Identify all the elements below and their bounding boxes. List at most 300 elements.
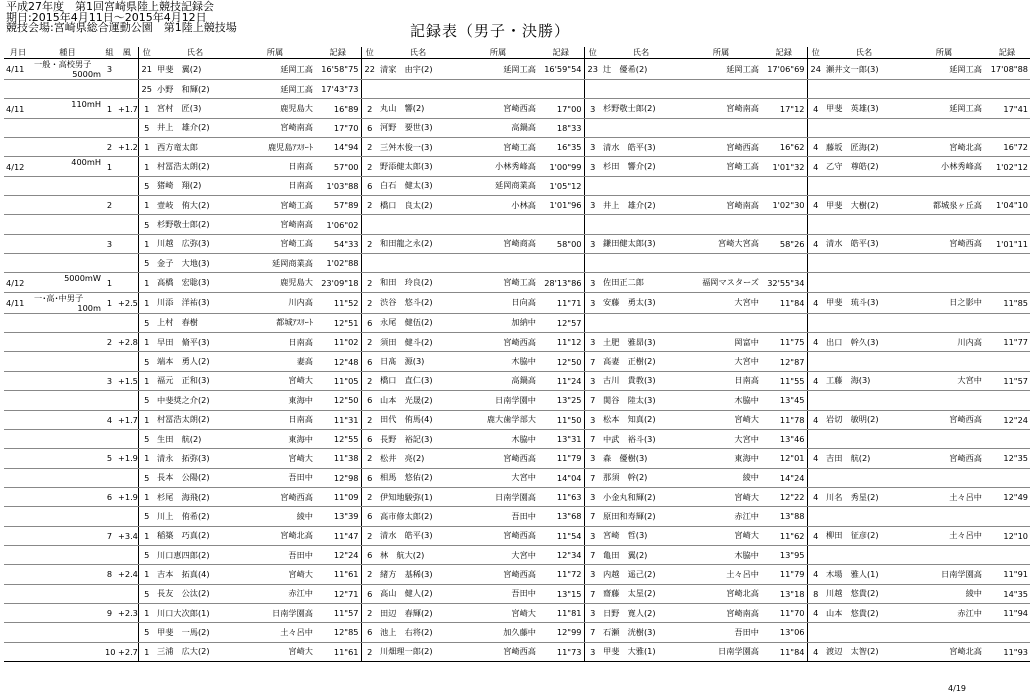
record-cell: 58"26	[761, 234, 807, 253]
affiliation-cell: 日南学園高	[458, 487, 538, 506]
wind-cell	[116, 80, 138, 99]
place-cell	[361, 80, 378, 99]
place-cell: 1	[138, 333, 155, 352]
wind-cell	[116, 118, 138, 137]
place-cell: 1	[138, 292, 155, 313]
place-cell: 2	[361, 273, 378, 292]
heat-cell: 4	[103, 410, 116, 429]
athlete-name-cell: 川口大次郎(1)	[155, 603, 235, 622]
table-row	[4, 157, 1030, 176]
athlete-name-cell	[601, 80, 681, 99]
affiliation-cell: 延岡工高	[681, 59, 761, 80]
athlete-name-cell: 川添 洋祐(3)	[155, 292, 235, 313]
event-cell	[32, 118, 103, 137]
affiliation-cell	[904, 507, 984, 526]
place-cell: 7	[584, 545, 601, 564]
table-row	[4, 623, 1030, 642]
athlete-name-cell: 宮崎 哲(3)	[601, 526, 681, 545]
record-cell: 13"15	[538, 584, 584, 603]
affiliation-cell: 宮崎工高	[235, 196, 315, 215]
athlete-name-cell: 那須 幹(2)	[601, 468, 681, 487]
athlete-name-cell: 宮村 匠(3)	[155, 99, 235, 118]
athlete-name-cell: 井上 雄介(2)	[601, 196, 681, 215]
event-cell	[32, 565, 103, 584]
athlete-name-cell: 松本 知真(2)	[601, 410, 681, 429]
athlete-name-cell: 早田 脩平(3)	[155, 333, 235, 352]
date-cell: 4/12	[4, 157, 32, 176]
place-cell: 5	[138, 429, 155, 448]
record-cell	[984, 215, 1030, 234]
record-cell: 13"39	[315, 507, 361, 526]
event-cell	[32, 584, 103, 603]
affiliation-cell: 鹿児島大	[235, 273, 315, 292]
affiliation-cell: 日向高	[458, 292, 538, 313]
athlete-name-cell	[824, 391, 904, 410]
record-cell: 11"77	[984, 333, 1030, 352]
athlete-name-cell: 内越 遥己(2)	[601, 565, 681, 584]
wind-cell: +2.4	[116, 565, 138, 584]
affiliation-cell: 延岡工高	[904, 59, 984, 80]
wind-cell: +2.5	[116, 292, 138, 313]
place-cell	[807, 254, 824, 273]
athlete-name-cell	[601, 176, 681, 195]
affiliation-cell: 小林秀峰高	[904, 157, 984, 176]
record-cell: 1'04"10	[984, 196, 1030, 215]
record-cell: 13"31	[538, 429, 584, 448]
date-cell	[4, 176, 32, 195]
place-cell	[807, 80, 824, 99]
record-cell: 1'02"12	[984, 157, 1030, 176]
place-cell: 4	[807, 196, 824, 215]
athlete-name-cell	[824, 507, 904, 526]
record-cell	[761, 313, 807, 332]
athlete-name-cell: 中斐奨之介(2)	[155, 391, 235, 410]
athlete-name-cell: 小野 和輝(2)	[155, 80, 235, 99]
affiliation-cell: 宮崎大	[458, 603, 538, 622]
place-cell: 4	[807, 138, 824, 157]
affiliation-cell	[904, 118, 984, 137]
place-cell: 1	[138, 410, 155, 429]
record-cell	[761, 118, 807, 137]
affiliation-cell: 吾田中	[681, 623, 761, 642]
place-cell: 2	[361, 410, 378, 429]
place-cell: 24	[807, 59, 824, 80]
place-cell: 3	[584, 138, 601, 157]
record-cell: 11"62	[761, 526, 807, 545]
heat-cell: 2	[103, 196, 116, 215]
athlete-name-cell: 三浦 広大(2)	[155, 642, 235, 661]
place-cell: 6	[361, 391, 378, 410]
athlete-name-cell: 端本 勇人(2)	[155, 352, 235, 371]
table-row	[4, 449, 1030, 468]
place-cell: 4	[807, 371, 824, 390]
athlete-name-cell: 中武 裕斗(3)	[601, 429, 681, 448]
record-cell: 12"01	[761, 449, 807, 468]
record-cell	[984, 623, 1030, 642]
affiliation-cell: 小林秀峰高	[458, 157, 538, 176]
record-cell: 16"62	[761, 138, 807, 157]
column-header: 所属	[904, 47, 984, 59]
affiliation-cell	[904, 391, 984, 410]
place-cell	[584, 215, 601, 234]
event-cell	[32, 642, 103, 661]
record-cell: 11"50	[538, 410, 584, 429]
record-cell: 13"68	[538, 507, 584, 526]
event-cell	[32, 545, 103, 564]
heat-cell	[103, 584, 116, 603]
affiliation-cell: 日南学園中	[458, 391, 538, 410]
event-cell	[32, 313, 103, 332]
wind-cell	[116, 313, 138, 332]
place-cell: 3	[584, 99, 601, 118]
athlete-name-cell: 須田 健斗(2)	[378, 333, 458, 352]
heat-cell	[103, 176, 116, 195]
table-row	[4, 273, 1030, 292]
athlete-name-cell	[824, 254, 904, 273]
affiliation-cell: 宮崎大	[681, 487, 761, 506]
column-header: 月日	[4, 47, 32, 59]
athlete-name-cell	[824, 215, 904, 234]
column-header: 位	[138, 47, 155, 59]
athlete-name-cell: 原田和寿輝(2)	[601, 507, 681, 526]
event-cell	[32, 487, 103, 506]
column-header: 位	[807, 47, 824, 59]
record-cell: 17"41	[984, 99, 1030, 118]
table-row	[4, 234, 1030, 253]
heat-cell	[103, 352, 116, 371]
athlete-name-cell: 長本 公陽(2)	[155, 468, 235, 487]
record-cell: 11"84	[761, 292, 807, 313]
place-cell	[807, 623, 824, 642]
record-cell: 11"79	[538, 449, 584, 468]
date-cell	[4, 507, 32, 526]
table-row	[4, 642, 1030, 661]
record-cell: 12"71	[315, 584, 361, 603]
place-cell: 5	[138, 215, 155, 234]
event-cell	[32, 138, 103, 157]
record-cell: 13"18	[761, 584, 807, 603]
athlete-name-cell: 村冨浩太朗(2)	[155, 410, 235, 429]
wind-cell: +3.4	[116, 526, 138, 545]
place-cell: 4	[807, 99, 824, 118]
affiliation-cell: 土々呂中	[904, 526, 984, 545]
place-cell	[807, 176, 824, 195]
affiliation-cell: 綾中	[681, 468, 761, 487]
athlete-name-cell: 清水 皓平(3)	[378, 526, 458, 545]
athlete-name-cell: 杉野敬士郎(2)	[155, 215, 235, 234]
record-cell	[761, 215, 807, 234]
place-cell: 2	[361, 333, 378, 352]
affiliation-cell: 吾田中	[235, 545, 315, 564]
place-cell: 4	[807, 333, 824, 352]
affiliation-cell	[681, 176, 761, 195]
record-cell: 16"72	[984, 138, 1030, 157]
date-cell	[4, 487, 32, 506]
record-cell: 11"70	[761, 603, 807, 622]
affiliation-cell: 宮崎大	[235, 371, 315, 390]
event-cell: 一般・高校男子 5000m	[34, 59, 101, 79]
record-cell	[984, 352, 1030, 371]
column-header: 組	[103, 47, 116, 59]
athlete-name-cell: 吉田 航(2)	[824, 449, 904, 468]
place-cell	[807, 507, 824, 526]
affiliation-cell: 宮崎工高	[235, 234, 315, 253]
place-cell	[807, 391, 824, 410]
wind-cell	[116, 157, 138, 176]
table-row	[4, 80, 1030, 99]
place-cell: 6	[361, 352, 378, 371]
record-cell: 13"46	[761, 429, 807, 448]
athlete-name-cell: 杉尾 海飛(2)	[155, 487, 235, 506]
place-cell: 2	[361, 371, 378, 390]
record-cell: 11"57	[984, 371, 1030, 390]
heat-cell	[103, 215, 116, 234]
record-cell: 12"48	[315, 352, 361, 371]
event-cell	[32, 507, 103, 526]
heat-cell: 1	[103, 273, 116, 292]
place-cell: 5	[138, 313, 155, 332]
record-cell: 11"75	[761, 333, 807, 352]
affiliation-cell	[458, 215, 538, 234]
affiliation-cell: 赤江中	[681, 507, 761, 526]
record-cell: 12"50	[538, 352, 584, 371]
record-cell: 11"94	[984, 603, 1030, 622]
affiliation-cell: 吾田中	[458, 507, 538, 526]
place-cell	[584, 80, 601, 99]
affiliation-cell: 吾田中	[235, 468, 315, 487]
heat-cell: 1	[103, 99, 116, 118]
athlete-name-cell: 林 航大(2)	[378, 545, 458, 564]
affiliation-cell	[904, 273, 984, 292]
athlete-name-cell	[601, 118, 681, 137]
place-cell: 5	[138, 507, 155, 526]
place-cell: 4	[807, 234, 824, 253]
record-cell	[984, 273, 1030, 292]
athlete-name-cell: 上村 春樹	[155, 313, 235, 332]
athlete-name-cell: 相馬 悠佑(2)	[378, 468, 458, 487]
record-cell: 1'01"11	[984, 234, 1030, 253]
place-cell: 5	[138, 584, 155, 603]
column-header: 氏名	[824, 47, 904, 59]
athlete-name-cell: 川口恵四郎(2)	[155, 545, 235, 564]
record-cell	[984, 254, 1030, 273]
place-cell: 2	[361, 487, 378, 506]
athlete-name-cell: 瀬井文一郎(3)	[824, 59, 904, 80]
event-cell: 400mH	[32, 157, 103, 176]
athlete-name-cell: 川越 悠貴(2)	[824, 584, 904, 603]
athlete-name-cell: 石瀬 洸樹(3)	[601, 623, 681, 642]
heat-cell	[103, 313, 116, 332]
wind-cell	[116, 234, 138, 253]
place-cell: 5	[138, 623, 155, 642]
record-cell	[761, 80, 807, 99]
wind-cell	[116, 352, 138, 371]
affiliation-cell	[904, 313, 984, 332]
record-cell: 11"05	[315, 371, 361, 390]
place-cell: 3	[584, 603, 601, 622]
athlete-name-cell: 稲築 巧真(2)	[155, 526, 235, 545]
affiliation-cell: 都城泉ヶ丘高	[904, 196, 984, 215]
affiliation-cell: 大宮中	[458, 468, 538, 487]
record-cell: 16"89	[315, 99, 361, 118]
table-row	[4, 603, 1030, 622]
record-cell: 11"31	[315, 410, 361, 429]
place-cell: 3	[584, 273, 601, 292]
place-cell: 1	[138, 565, 155, 584]
athlete-name-cell	[601, 215, 681, 234]
table-row	[4, 371, 1030, 390]
place-cell: 1	[138, 642, 155, 661]
date-cell	[4, 545, 32, 564]
table-row	[4, 410, 1030, 429]
place-cell: 6	[361, 623, 378, 642]
affiliation-cell: 宮崎西高	[458, 449, 538, 468]
table-header-row	[4, 47, 1030, 59]
place-cell	[807, 468, 824, 487]
record-cell: 57"00	[315, 157, 361, 176]
record-cell: 12"87	[761, 352, 807, 371]
affiliation-cell: 土々呂中	[235, 623, 315, 642]
record-cell: 17"00	[538, 99, 584, 118]
athlete-name-cell: 和田 玲良(2)	[378, 273, 458, 292]
athlete-name-cell	[824, 176, 904, 195]
table-row	[4, 429, 1030, 448]
record-cell	[538, 215, 584, 234]
record-cell: 11"84	[761, 642, 807, 661]
event-cell	[32, 410, 103, 429]
athlete-name-cell: 柳田 征彦(2)	[824, 526, 904, 545]
affiliation-cell: 鹿大歯学部大	[458, 410, 538, 429]
affiliation-cell: 宮崎西高	[904, 410, 984, 429]
heat-cell: 9	[103, 603, 116, 622]
place-cell: 2	[361, 526, 378, 545]
place-cell: 6	[361, 118, 378, 137]
record-cell: 1'02"88	[315, 254, 361, 273]
wind-cell: +2.8	[116, 333, 138, 352]
table-row	[4, 333, 1030, 352]
place-cell: 1	[138, 138, 155, 157]
place-cell	[584, 254, 601, 273]
date-cell	[4, 391, 32, 410]
place-cell: 3	[584, 292, 601, 313]
affiliation-cell: 宮崎西高	[458, 526, 538, 545]
athlete-name-cell: 日野 寛人(2)	[601, 603, 681, 622]
record-cell: 54"33	[315, 234, 361, 253]
athlete-name-cell	[824, 118, 904, 137]
record-cell: 11"85	[984, 292, 1030, 313]
column-header: 種目	[32, 47, 103, 59]
athlete-name-cell: 生田 航(2)	[155, 429, 235, 448]
record-cell: 11"61	[315, 565, 361, 584]
athlete-name-cell: 清家 由宇(2)	[378, 59, 458, 80]
athlete-name-cell: 河野 要世(3)	[378, 118, 458, 137]
event-cell	[32, 371, 103, 390]
record-cell: 11"61	[315, 642, 361, 661]
affiliation-cell: 日南高	[235, 176, 315, 195]
affiliation-cell: 宮崎南高	[681, 99, 761, 118]
affiliation-cell: 日南学園高	[904, 565, 984, 584]
affiliation-cell: 宮崎大	[235, 449, 315, 468]
record-cell: 58"00	[538, 234, 584, 253]
column-header: 位	[361, 47, 378, 59]
heat-cell	[103, 545, 116, 564]
wind-cell: +1.5	[116, 371, 138, 390]
athlete-name-cell	[601, 313, 681, 332]
athlete-name-cell: 木場 雅人(1)	[824, 565, 904, 584]
affiliation-cell: 日南高	[235, 333, 315, 352]
affiliation-cell: 川内高	[235, 292, 315, 313]
place-cell: 6	[361, 545, 378, 564]
place-cell: 1	[138, 526, 155, 545]
athlete-name-cell	[378, 80, 458, 99]
affiliation-cell: 日南高	[235, 410, 315, 429]
affiliation-cell: 綾中	[904, 584, 984, 603]
affiliation-cell	[904, 215, 984, 234]
athlete-name-cell: 橋口 良太(2)	[378, 196, 458, 215]
affiliation-cell: 妻高	[235, 352, 315, 371]
wind-cell	[116, 545, 138, 564]
place-cell: 6	[361, 176, 378, 195]
record-cell	[538, 80, 584, 99]
affiliation-cell: 宮崎商高	[458, 234, 538, 253]
table-row	[4, 468, 1030, 487]
wind-cell	[116, 391, 138, 410]
wind-cell	[116, 196, 138, 215]
athlete-name-cell: 三舛木俊一(3)	[378, 138, 458, 157]
heat-cell	[103, 507, 116, 526]
place-cell	[807, 313, 824, 332]
affiliation-cell: 川内高	[904, 333, 984, 352]
athlete-name-cell: 藤坂 匠海(2)	[824, 138, 904, 157]
record-cell: 11"93	[984, 642, 1030, 661]
date-cell: 4/12	[4, 273, 32, 292]
place-cell: 4	[807, 157, 824, 176]
record-cell: 11"81	[538, 603, 584, 622]
affiliation-cell: 延岡工高	[235, 80, 315, 99]
event-cell	[32, 391, 103, 410]
place-cell: 3	[584, 642, 601, 661]
affiliation-cell: 小林高	[458, 196, 538, 215]
athlete-name-cell: 山本 悠貴(2)	[824, 603, 904, 622]
affiliation-cell: 加納中	[458, 313, 538, 332]
record-cell: 11"63	[538, 487, 584, 506]
record-cell: 11"91	[984, 565, 1030, 584]
affiliation-cell: 都城ｱｽﾘｰﾄ	[235, 313, 315, 332]
athlete-name-cell: 高山 健人(2)	[378, 584, 458, 603]
record-cell: 12"24	[984, 410, 1030, 429]
athlete-name-cell: 甲斐 翼(2)	[155, 59, 235, 80]
date-cell	[4, 313, 32, 332]
affiliation-cell	[458, 254, 538, 273]
record-cell: 14"24	[761, 468, 807, 487]
record-cell: 16'59"54	[538, 59, 584, 80]
column-header: 記録	[538, 47, 584, 59]
wind-cell	[116, 215, 138, 234]
record-cell: 17"12	[761, 99, 807, 118]
athlete-name-cell: 井上 雄介(2)	[155, 118, 235, 137]
athlete-name-cell: 小金丸和輝(2)	[601, 487, 681, 506]
table-row	[4, 118, 1030, 137]
place-cell: 5	[138, 118, 155, 137]
table-row	[4, 59, 1030, 80]
affiliation-cell	[681, 215, 761, 234]
affiliation-cell: 木脇中	[681, 545, 761, 564]
affiliation-cell	[904, 80, 984, 99]
affiliation-cell: 宮崎北高	[904, 642, 984, 661]
athlete-name-cell: 甲斐 琉斗(3)	[824, 292, 904, 313]
athlete-name-cell: 乙守 尊皓(2)	[824, 157, 904, 176]
date-cell	[4, 603, 32, 622]
